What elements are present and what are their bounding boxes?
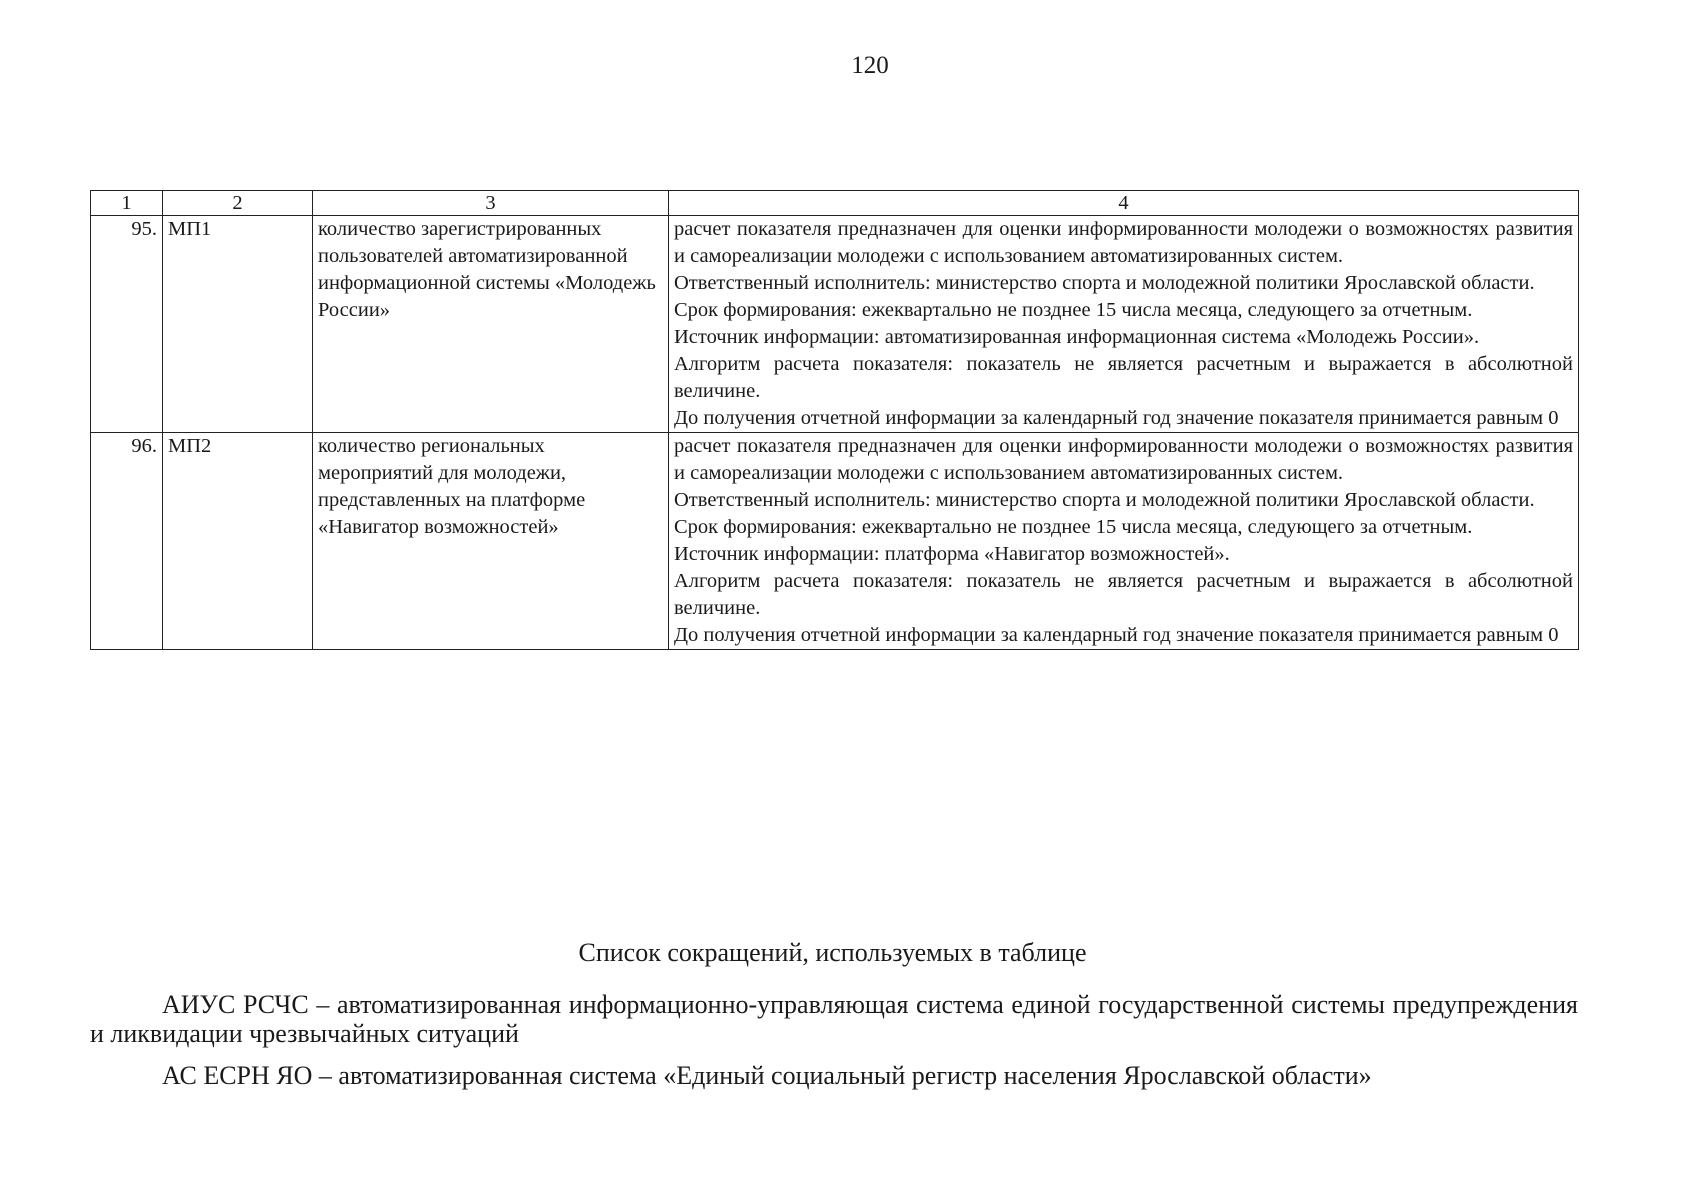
- indicator-name: количество зарегистрированных пользователей автоматизированной информационной системы «Молодежь России»: [313, 216, 669, 433]
- table-header-row: [91, 191, 1579, 216]
- table-row: [91, 216, 1579, 433]
- description-default: До получения отчетной информации за календарный год значение показателя принимается равным 0: [674, 624, 1559, 646]
- indicator-code: МП2: [163, 433, 313, 650]
- description-responsible: Ответственный исполнитель: министерство спорта и молодежной политики Ярославской области.: [674, 489, 1535, 511]
- description-source: Источник информации: автоматизированная информационная система «Молодежь России».: [674, 326, 1480, 348]
- column-header-4: 4: [669, 191, 1579, 216]
- description-algorithm: Алгоритм расчета показателя: показатель не является расчетным и выражается в абсолютной величине.: [674, 353, 1573, 402]
- description-deadline: Срок формирования: ежеквартально не позднее 15 числа месяца, следующего за отчетным.: [674, 516, 1473, 538]
- indicator-description: [669, 216, 1579, 433]
- abbreviations-title: Список сокращений, используемых в таблице: [578, 938, 1087, 967]
- abbreviation-item: АИУС РСЧС – автоматизированная информационно-управляющая система единой государственной системы предупреждения и ликвидации чрезвычайных ситуаций: [90, 990, 1578, 1048]
- description-responsible: Ответственный исполнитель: министерство спорта и молодежной политики Ярославской области.: [674, 272, 1535, 294]
- row-number: 96.: [91, 433, 163, 650]
- abbreviation-item: АС ЕСРН ЯО – автоматизированная система «Единый социальный регистр населения Ярославской области»: [162, 1061, 1372, 1090]
- description-deadline: Срок формирования: ежеквартально не позднее 15 числа месяца, следующего за отчетным.: [674, 299, 1473, 321]
- description-default: До получения отчетной информации за календарный год значение показателя принимается равным 0: [674, 407, 1559, 429]
- description-algorithm: Алгоритм расчета показателя: показатель не является расчетным и выражается в абсолютной величине.: [674, 570, 1573, 619]
- indicator-code: МП1: [163, 216, 313, 433]
- indicator-description: [669, 433, 1579, 650]
- column-header-2: 2: [163, 191, 313, 216]
- column-header-1: 1: [91, 191, 163, 216]
- indicator-name: количество региональных мероприятий для молодежи, представленных на платформе «Навигатор возможностей»: [313, 433, 669, 650]
- column-header-3: 3: [313, 191, 669, 216]
- row-number: 95.: [91, 216, 163, 433]
- description-purpose: расчет показателя предназначен для оценки информированности молодежи о возможностях развития и самореализации молодежи с использованием автоматизированных систем.: [674, 435, 1573, 484]
- description-source: Источник информации: платформа «Навигатор возможностей».: [674, 543, 1230, 565]
- table-row: [91, 433, 1579, 650]
- description-purpose: расчет показателя предназначен для оценки информированности молодежи о возможностях развития и самореализации молодежи с использованием автоматизированных систем.: [674, 218, 1573, 267]
- indicators-table: [90, 190, 1579, 650]
- page-number: 120: [851, 52, 889, 79]
